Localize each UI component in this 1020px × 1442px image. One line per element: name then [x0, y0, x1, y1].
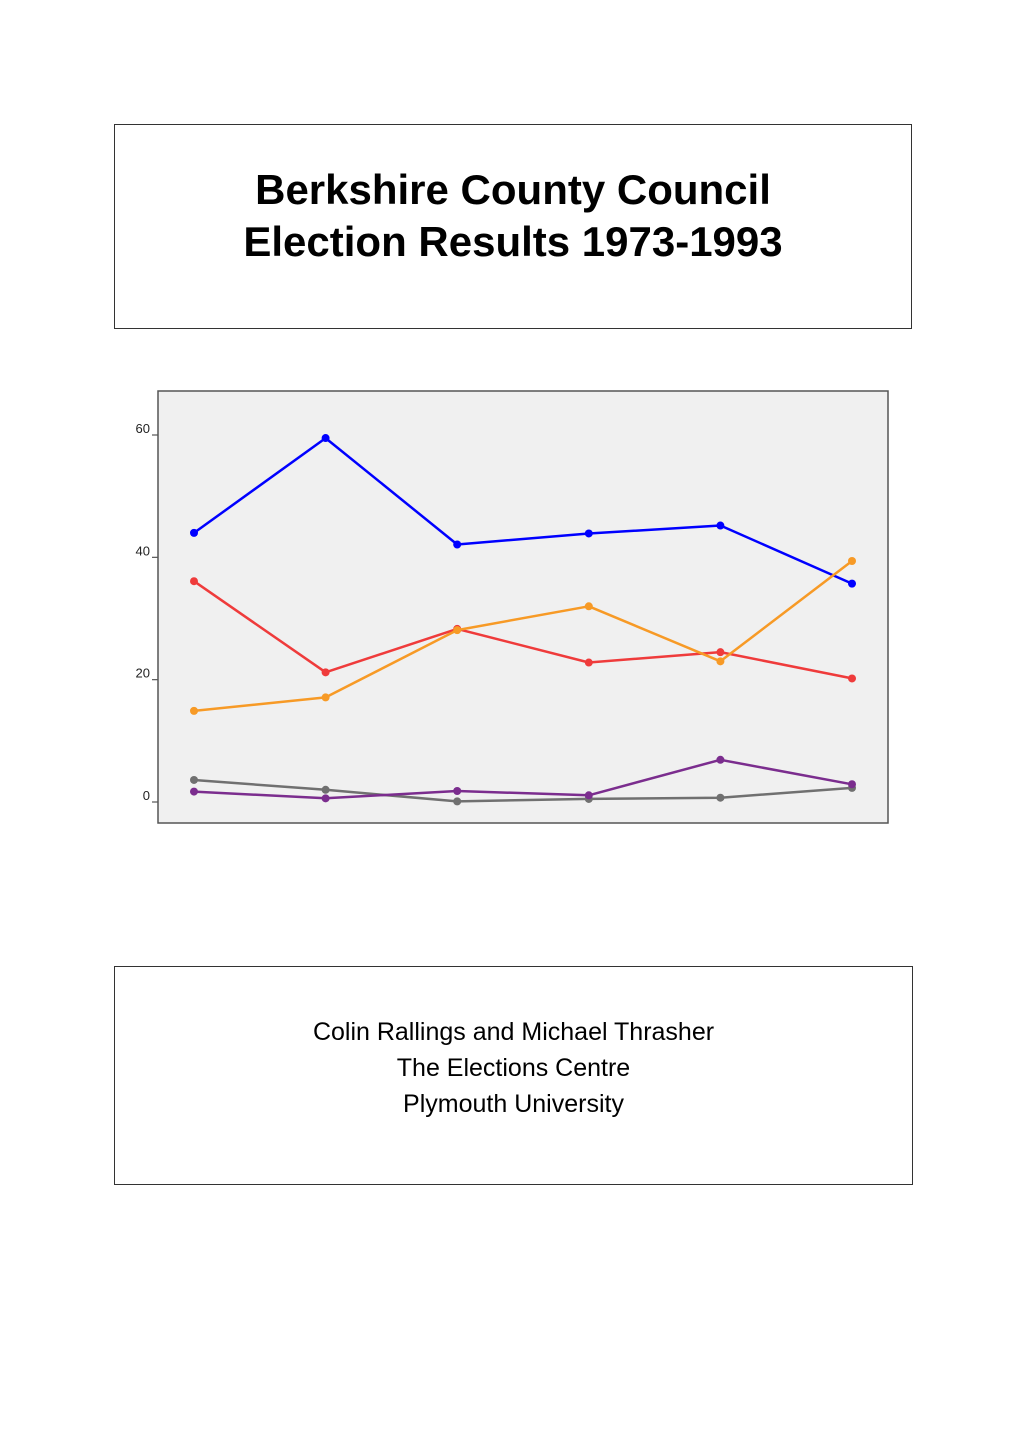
y-tick-label: 0	[142, 788, 150, 803]
data-point	[453, 787, 461, 795]
y-tick-label: 40	[135, 543, 150, 559]
data-point	[585, 602, 593, 610]
y-tick-label: 20	[135, 665, 150, 681]
line-chart-svg	[122, 388, 892, 828]
data-point	[453, 540, 461, 548]
data-point	[716, 657, 724, 665]
data-point	[453, 797, 461, 805]
data-point	[716, 756, 724, 764]
author-names: Colin Rallings and Michael Thrasher	[312, 1018, 715, 1046]
data-point	[848, 580, 856, 588]
data-point	[322, 794, 330, 802]
title-box	[114, 124, 912, 329]
organization-name: The Elections Centre	[396, 1054, 631, 1082]
y-tick-label: 60	[135, 421, 150, 436]
data-point	[848, 674, 856, 682]
data-point	[190, 577, 198, 585]
title-block	[115, 164, 911, 268]
data-point	[716, 522, 724, 530]
data-point	[322, 434, 330, 442]
data-point	[190, 529, 198, 537]
y-axis	[136, 421, 158, 803]
data-point	[322, 786, 330, 794]
author-block	[115, 1014, 912, 1122]
data-point	[453, 626, 461, 634]
data-point	[585, 529, 593, 537]
data-point	[585, 791, 593, 799]
author-box	[114, 966, 913, 1185]
data-point	[716, 794, 724, 802]
data-point	[190, 788, 198, 796]
data-point	[716, 648, 724, 656]
data-point	[322, 693, 330, 701]
plot-area	[158, 391, 888, 823]
title-line-2: Election Results 1973-1993	[243, 218, 783, 265]
data-point	[848, 557, 856, 565]
data-point	[190, 707, 198, 715]
data-point	[190, 776, 198, 784]
data-point	[585, 659, 593, 667]
university-name: Plymouth University	[403, 1090, 624, 1118]
cover-chart	[122, 388, 892, 828]
data-point	[848, 780, 856, 788]
title-line-1: Berkshire County Council	[255, 166, 771, 213]
data-point	[322, 668, 330, 676]
